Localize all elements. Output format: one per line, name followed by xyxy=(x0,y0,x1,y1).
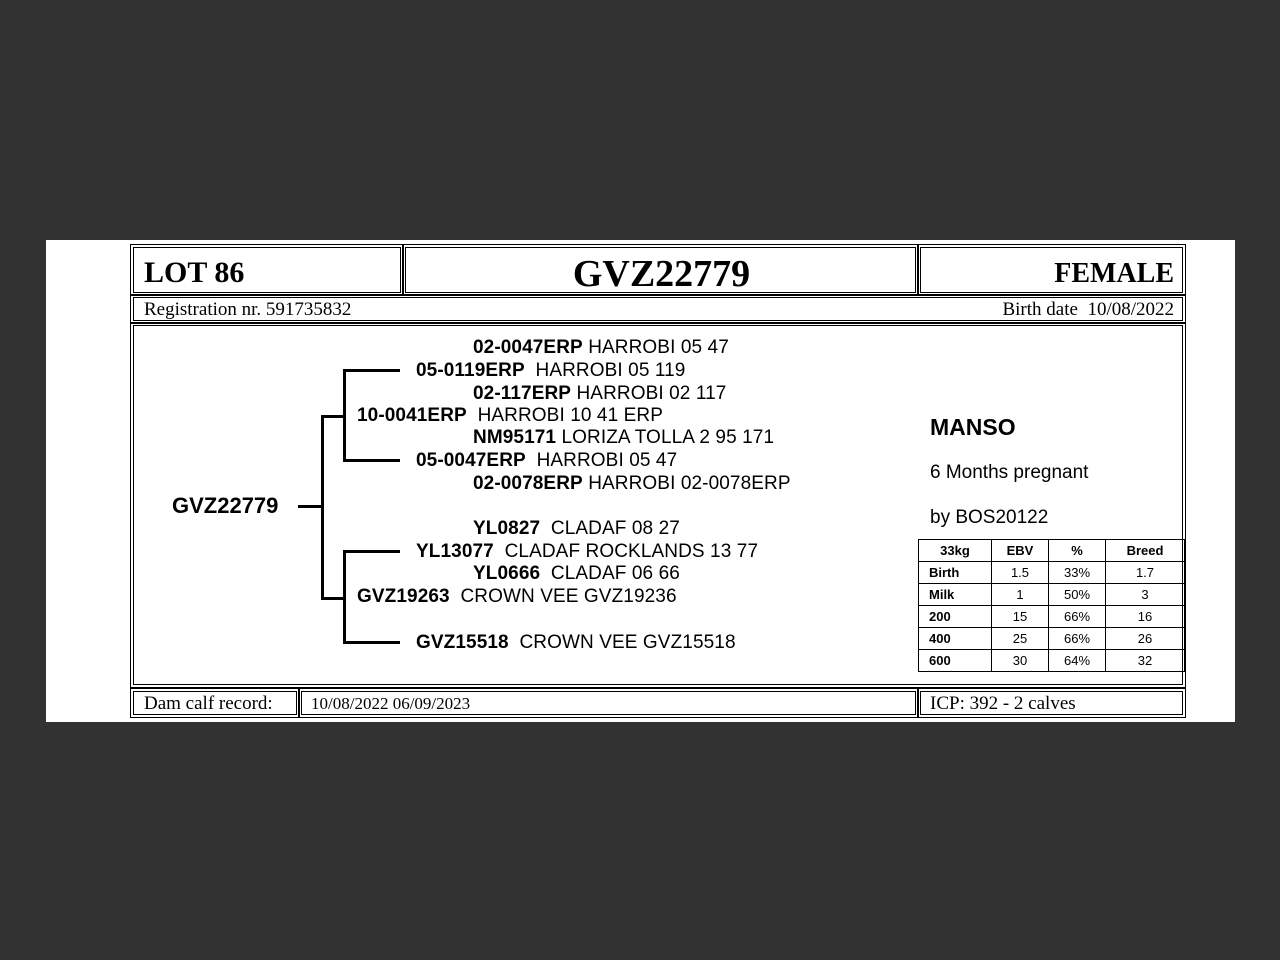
ebv-cell: 30 xyxy=(992,650,1049,672)
dam-sire-name: CLADAF ROCKLANDS 13 77 xyxy=(504,541,759,562)
pedigree-subject: GVZ22779 xyxy=(172,493,279,518)
icp-cell xyxy=(920,691,1183,715)
ebv-row-label: 600 xyxy=(919,650,992,672)
dam-calf-label: Dam calf record: xyxy=(144,693,273,714)
animal-id: GVZ22779 xyxy=(572,253,751,295)
pedigree-sire-sire-dam xyxy=(473,383,726,405)
icp-summary: ICP: 392 - 2 calves xyxy=(930,693,1076,714)
birth-date-label: Birth date xyxy=(1002,299,1078,320)
subject-connector xyxy=(298,505,322,508)
sire-sire-dam-id: 02-117ERP xyxy=(473,383,572,404)
pedigree-sire-dam xyxy=(416,450,677,472)
registration-row xyxy=(133,297,1183,321)
dam-branch-vertical xyxy=(343,550,346,643)
ebv-row-label: Milk xyxy=(919,584,992,606)
lot-number: LOT 86 xyxy=(144,256,245,289)
animal-id-cell xyxy=(405,247,916,293)
sex-cell xyxy=(920,247,1183,293)
ebv-row xyxy=(919,606,1185,628)
dam-id: GVZ19263 xyxy=(357,586,450,607)
sire-dam-vertical xyxy=(321,415,324,600)
dam-sire-sire-id: YL0827 xyxy=(473,518,541,539)
ebv-cell: 33% xyxy=(1049,562,1106,584)
birth-date xyxy=(1002,299,1174,321)
ebv-cell: 1 xyxy=(992,584,1049,606)
pedigree-dam-dam xyxy=(416,632,736,654)
ebv-row xyxy=(919,628,1185,650)
sire-dam-id: 05-0047ERP xyxy=(416,450,526,471)
pedigree-sire-dam-sire xyxy=(473,427,774,449)
ebv-cell: 66% xyxy=(1049,628,1106,650)
ebv-cell: 15 xyxy=(992,606,1049,628)
sire-connector xyxy=(321,415,344,418)
ebv-table xyxy=(918,539,1185,672)
sire-dam-sire-name: LORIZA TOLLA 2 95 171 xyxy=(561,427,775,448)
service-sire-name: MANSO xyxy=(930,414,1016,440)
dam-sire-dam-name: CLADAF 06 66 xyxy=(550,563,680,584)
ebv-header-cell: EBV xyxy=(992,540,1049,562)
pedigree-dam-sire-sire xyxy=(473,518,680,540)
pregnancy-by: by BOS20122 xyxy=(930,507,1049,528)
dam-dam-connector xyxy=(343,641,400,644)
sire-name: HARROBI 10 41 ERP xyxy=(477,405,664,426)
ebv-cell: 1.5 xyxy=(992,562,1049,584)
ebv-cell: 3 xyxy=(1106,584,1185,606)
dam-sire-connector xyxy=(343,550,400,553)
sire-dam-connector xyxy=(343,459,400,462)
lot-cell xyxy=(133,247,401,293)
dam-calf-record: 10/08/2022 06/09/2023 xyxy=(311,694,471,713)
pedigree-dam xyxy=(357,586,677,608)
dam-connector xyxy=(321,597,344,600)
ebv-cell: 32 xyxy=(1106,650,1185,672)
sire-sire-sire-id: 02-0047ERP xyxy=(473,337,583,358)
pregnancy-status: 6 Months pregnant xyxy=(930,462,1089,483)
ebv-cell: 25 xyxy=(992,628,1049,650)
birth-date-value: 10/08/2022 xyxy=(1087,299,1174,320)
pedigree-sire-sire xyxy=(416,360,685,382)
ebv-row-label: Birth xyxy=(919,562,992,584)
sex-label: FEMALE xyxy=(1054,258,1174,289)
ebv-row-label: 200 xyxy=(919,606,992,628)
dam-calf-record-cell xyxy=(301,691,916,715)
pedigree-dam-sire-dam xyxy=(473,563,680,585)
registration-number: Registration nr. 591735832 xyxy=(144,299,352,320)
sire-sire-connector xyxy=(343,369,400,372)
ebv-row-label: 400 xyxy=(919,628,992,650)
sire-sire-id: 05-0119ERP xyxy=(416,360,525,381)
sire-dam-sire-id: NM95171 xyxy=(473,427,557,448)
pedigree-sire-dam-dam xyxy=(473,473,791,495)
dam-sire-dam-id: YL0666 xyxy=(473,563,541,584)
ebv-cell: 26 xyxy=(1106,628,1185,650)
lot-card xyxy=(46,240,1235,722)
dam-sire-id: YL13077 xyxy=(416,541,494,562)
sire-sire-dam-name: HARROBI 02 117 xyxy=(576,383,727,404)
sire-branch-vertical xyxy=(343,369,346,462)
dam-calf-label-cell xyxy=(133,691,297,715)
ebv-cell: 16 xyxy=(1106,606,1185,628)
ebv-row xyxy=(919,584,1185,606)
ebv-row xyxy=(919,650,1185,672)
pedigree-dam-sire xyxy=(416,541,758,563)
ebv-cell: 64% xyxy=(1049,650,1106,672)
dam-sire-sire-name: CLADAF 08 27 xyxy=(550,518,680,539)
dam-dam-name: CROWN VEE GVZ15518 xyxy=(519,632,736,653)
sire-sire-sire-name: HARROBI 05 47 xyxy=(588,337,729,358)
ebv-cell: 50% xyxy=(1049,584,1106,606)
dam-dam-id: GVZ15518 xyxy=(416,632,509,653)
sire-dam-name: HARROBI 05 47 xyxy=(536,450,678,471)
ebv-cell: 1.7 xyxy=(1106,562,1185,584)
sire-dam-dam-name: HARROBI 02-0078ERP xyxy=(588,473,791,494)
ebv-header-cell: Breed xyxy=(1106,540,1185,562)
sire-sire-name: HARROBI 05 119 xyxy=(535,360,686,381)
ebv-header-cell: 33kg xyxy=(919,540,992,562)
pedigree-sire-sire-sire xyxy=(473,337,729,359)
pedigree-sire xyxy=(357,405,663,427)
ebv-row xyxy=(919,562,1185,584)
sire-id: 10-0041ERP xyxy=(357,405,467,426)
ebv-header-cell: % xyxy=(1049,540,1106,562)
dam-name: CROWN VEE GVZ19236 xyxy=(460,586,677,607)
sire-dam-dam-id: 02-0078ERP xyxy=(473,473,583,494)
ebv-header-row xyxy=(919,540,1185,562)
ebv-cell: 66% xyxy=(1049,606,1106,628)
